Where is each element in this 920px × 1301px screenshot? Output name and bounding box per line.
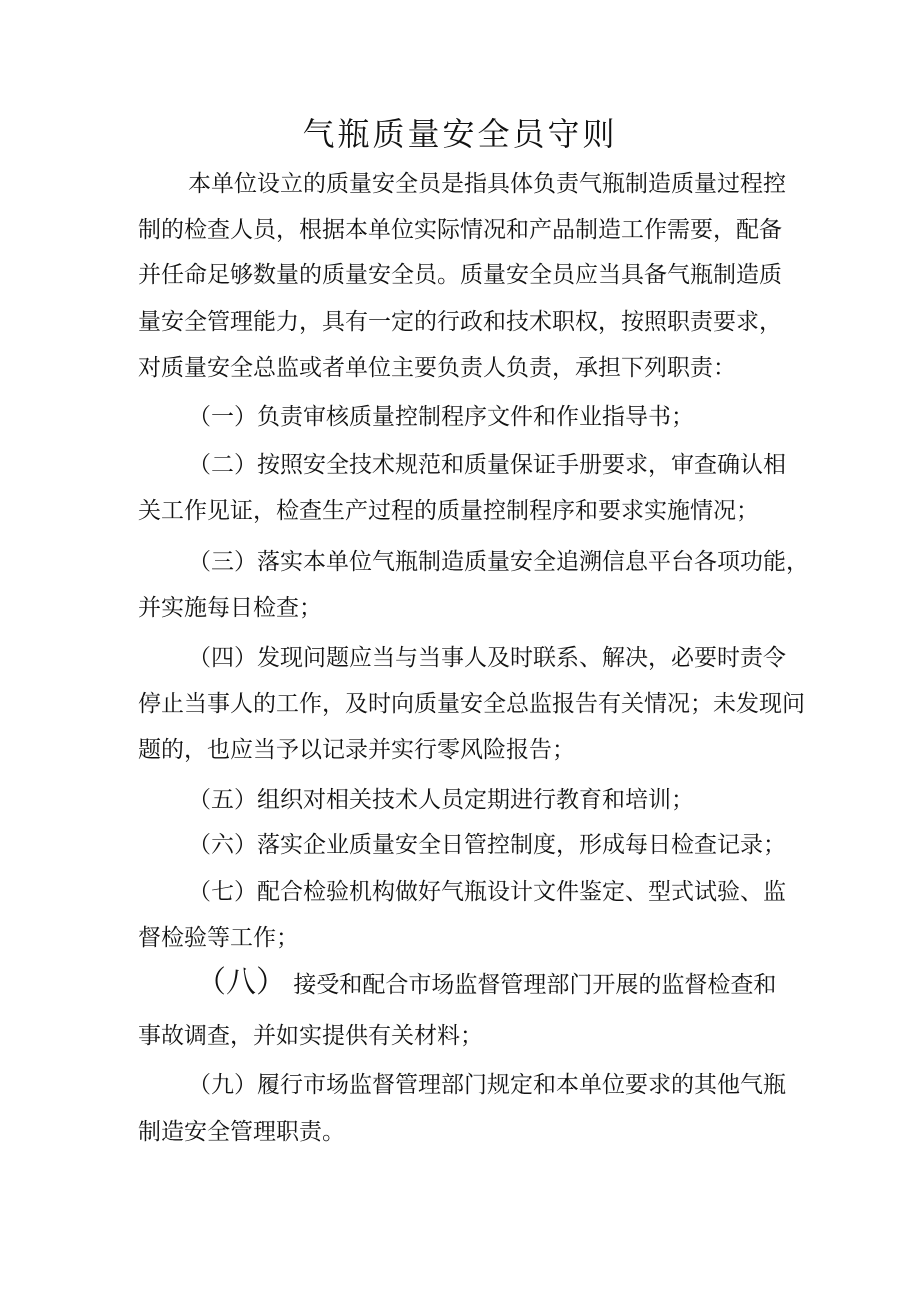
intro-line: 对质量安全总监或者单位主要负责人负责，承担下列职责：	[138, 355, 736, 381]
duty-item-2: （二）按照安全技术规范和质量保证手册要求，审查确认相	[188, 452, 786, 478]
intro-line: 本单位设立的质量安全员是指具体负责气瓶制造质量过程控	[188, 171, 786, 197]
duty-item-9: （九）履行市场监督管理部门规定和本单位要求的其他气瓶	[188, 1072, 786, 1098]
duty-item-4: （四）发现问题应当与当事人及时联系、解决，必要时责令	[188, 645, 786, 671]
duty-item-9-cont: 制造安全管理职责。	[138, 1119, 345, 1145]
duty-item-8-marker: （八）	[196, 965, 286, 1000]
duty-item-2-cont: 关工作见证，检查生产过程的质量控制程序和要求实施情况；	[138, 498, 759, 524]
duty-item-4-cont: 题的，也应当予以记录并实行零风险报告；	[138, 737, 575, 763]
duty-item-8-text: 接受和配合市场监督管理部门开展的监督检查和	[293, 972, 777, 998]
duty-item-8	[196, 965, 777, 1000]
duty-item-7-cont: 督检验等工作；	[138, 925, 299, 951]
duty-item-1: （一）负责审核质量控制程序文件和作业指导书；	[188, 404, 694, 430]
intro-line: 量安全管理能力，具有一定的行政和技术职权，按照职责要求，	[138, 309, 782, 335]
duty-item-7: （七）配合检验机构做好气瓶设计文件鉴定、型式试验、监	[188, 879, 786, 905]
duty-item-3-cont: 并实施每日检查；	[138, 595, 322, 621]
duty-item-6: （六）落实企业质量安全日管控制度，形成每日检查记录；	[188, 832, 786, 858]
duty-item-3: （三）落实本单位气瓶制造质量安全追溯信息平台各项功能，	[188, 549, 809, 575]
intro-line: 制的检查人员，根据本单位实际情况和产品制造工作需要，配备	[138, 217, 782, 243]
duty-item-5: （五）组织对相关技术人员定期进行教育和培训；	[188, 787, 694, 813]
duty-item-8-cont: 事故调查，并如实提供有关材料；	[138, 1023, 483, 1049]
duty-item-4-cont: 停止当事人的工作，及时向质量安全总监报告有关情况；未发现问	[138, 691, 805, 717]
intro-line: 并任命足够数量的质量安全员。质量安全员应当具备气瓶制造质	[138, 262, 782, 288]
document-title: 气瓶质量安全员守则	[302, 115, 618, 153]
